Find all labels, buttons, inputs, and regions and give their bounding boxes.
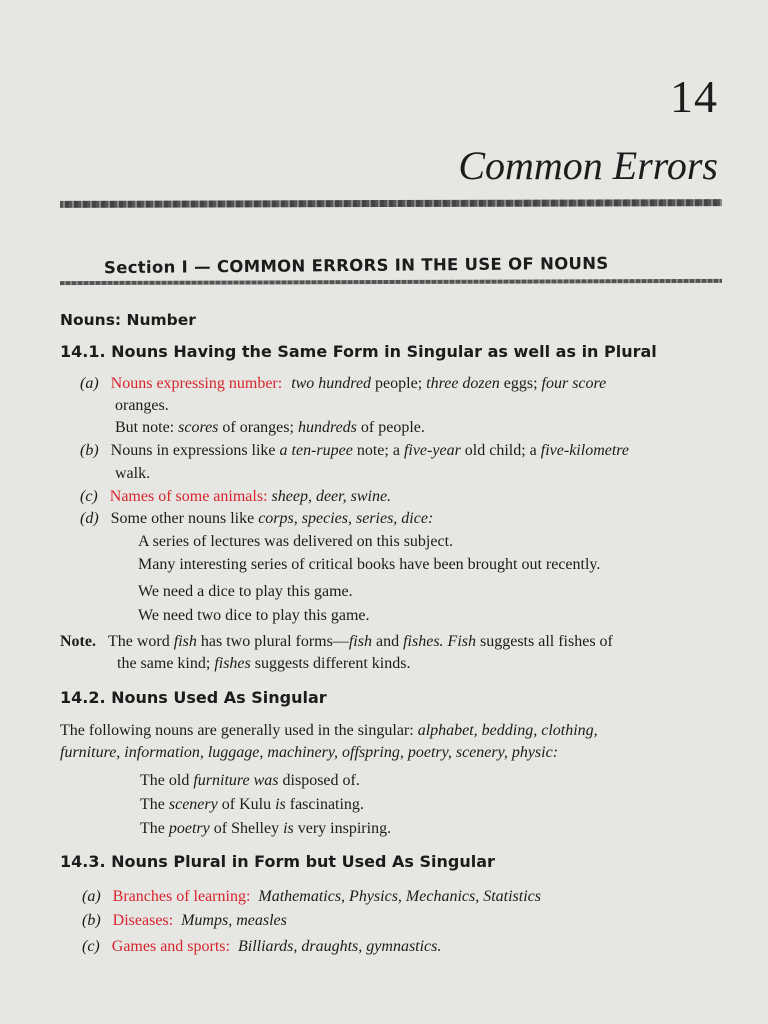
note-text: fishes <box>214 655 251 672</box>
sentence-part: disposed of. <box>278 772 360 789</box>
example-text: five-kilometre <box>540 442 630 459</box>
example-text: hundreds <box>297 419 357 436</box>
example-text: Mathematics, Physics, Mechanics, Statistics <box>258 888 541 905</box>
section-rule <box>60 279 722 285</box>
item-a-line-1 <box>80 375 606 393</box>
item-text: Some other nouns like <box>110 510 259 527</box>
note-text: suggests different kinds. <box>250 655 411 672</box>
example-sentence: Many interesting series of critical books have been brought out recently. <box>138 556 601 573</box>
sentence-part: The <box>140 796 169 813</box>
topic-heading-14-3: 14.3. Nouns Plural in Form but Used As Singular <box>60 852 495 871</box>
example-text: eggs; <box>499 375 542 392</box>
example-sentence <box>140 820 391 838</box>
section-heading: Section I — COMMON ERRORS IN THE USE OF NOUNS <box>103 253 609 278</box>
intro-line-1 <box>60 722 598 740</box>
note-text: has two plural forms— <box>196 633 349 650</box>
chapter-rule <box>60 199 722 208</box>
item-label: Games and sports: <box>111 938 230 955</box>
but-note-label: But note: <box>115 419 179 436</box>
note-line-2 <box>117 655 410 673</box>
item-text: Nouns in expressions like <box>110 442 280 459</box>
item-c <box>82 938 441 956</box>
item-b <box>82 912 287 930</box>
sentence-part: very inspiring. <box>293 820 392 837</box>
chapter-title: Common Errors <box>458 143 718 188</box>
example-text: of oranges; <box>218 419 298 436</box>
example-text: people; <box>371 375 427 392</box>
example-sentence: We need a dice to play this game. <box>138 583 353 600</box>
intro-line-2: furniture, information, luggage, machinery, offspring, poetry, scenery, physic: <box>60 744 559 761</box>
item-marker: (b) <box>82 912 101 929</box>
example-text: five-year <box>403 442 461 459</box>
note-text: the same kind; <box>117 655 215 672</box>
item-b-line-1 <box>80 442 629 460</box>
sentence-part: poetry <box>168 820 210 837</box>
item-marker: (a) <box>82 888 101 905</box>
note-text: fishes. <box>403 633 444 650</box>
example-text: Billiards, draughts, gymnastics. <box>237 938 442 955</box>
item-text: note; a <box>352 442 404 459</box>
sentence-part: is <box>283 820 294 837</box>
example-text: alphabet, bedding, clothing, <box>417 722 598 739</box>
subheading: Nouns: Number <box>60 311 196 329</box>
note-text: and <box>371 633 404 650</box>
sentence-part: scenery <box>168 796 218 813</box>
item-marker: (c) <box>82 938 100 955</box>
note-text: The word <box>107 633 174 650</box>
example-text: two hundred <box>291 375 372 392</box>
item-a-line-2: oranges. <box>115 397 169 414</box>
sentence-part: of Kulu <box>217 796 276 813</box>
sentence-part: The <box>140 820 169 837</box>
item-c <box>80 488 391 506</box>
sentence-part: is <box>275 796 286 813</box>
item-marker: (c) <box>80 488 98 505</box>
item-label: Branches of learning: <box>112 888 251 905</box>
item-d <box>80 510 433 528</box>
note-text: Fish <box>447 633 476 650</box>
sentence-part: of Shelley <box>209 820 284 837</box>
item-b-line-2: walk. <box>115 465 151 482</box>
note-label: Note. <box>60 633 96 650</box>
item-marker: (d) <box>80 510 99 527</box>
item-label: Diseases: <box>112 912 174 929</box>
example-sentence: A series of lectures was delivered on this subject. <box>138 533 454 550</box>
example-sentence <box>140 796 364 814</box>
sentence-part: The old <box>140 772 194 789</box>
note-text: fish <box>173 633 197 650</box>
note-line-1 <box>60 633 613 651</box>
example-text: three dozen <box>426 375 500 392</box>
topic-heading-14-2: 14.2. Nouns Used As Singular <box>60 688 327 707</box>
item-label: Names of some animals: <box>109 488 268 505</box>
item-text: old child; a <box>460 442 541 459</box>
sentence-part: fascinating. <box>285 796 364 813</box>
item-a <box>82 888 541 906</box>
example-sentence <box>140 772 360 790</box>
chapter-number: 14 <box>670 71 718 122</box>
example-text: Mumps, measles <box>181 912 287 929</box>
note-text: fish <box>348 633 372 650</box>
example-text: corps, species, series, dice: <box>258 510 434 527</box>
item-a-but-note <box>115 419 425 437</box>
note-text: suggests all fishes of <box>476 633 613 650</box>
sentence-part: furniture was <box>193 772 279 789</box>
example-text: a ten-rupee <box>279 442 353 459</box>
example-text: sheep, deer, swine. <box>271 488 392 505</box>
example-sentence: We need two dice to play this game. <box>138 607 370 624</box>
topic-heading-14-1: 14.1. Nouns Having the Same Form in Singular as well as in Plural <box>60 342 657 361</box>
item-marker: (b) <box>80 442 99 459</box>
example-text: four score <box>541 375 607 392</box>
item-label: Nouns expressing number: <box>110 375 283 392</box>
item-marker: (a) <box>80 375 99 392</box>
example-text: scores <box>178 419 219 436</box>
example-text: of people. <box>356 419 425 436</box>
intro-text: The following nouns are generally used in the singular: <box>60 722 418 739</box>
